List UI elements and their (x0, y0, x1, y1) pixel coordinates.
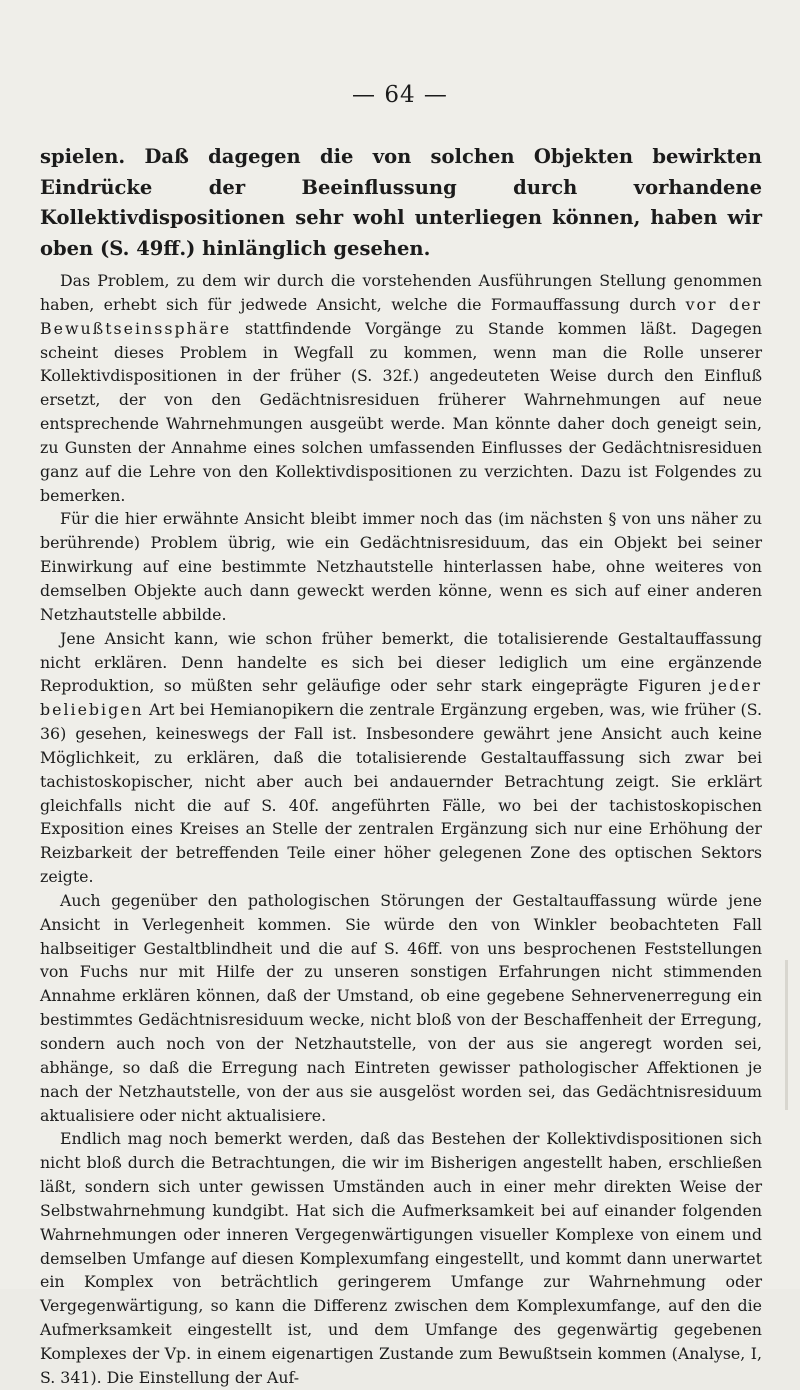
lead-paragraph: spielen. Daß dagegen die von solchen Objekten bewirkten Eindrücke der Beeinflussung durch vorhandene Kollektivdispositionen sehr wohl unterliegen können, haben wir oben (S. 49ff.) hinlänglich gesehen. (40, 145, 762, 260)
paragraph-3 (40, 627, 762, 889)
paragraph-1-part-c: stattfindende Vorgänge zu Stande kommen läßt. Dagegen scheint dieses Problem in Wegfall zu kommen, wenn man die Rolle unserer Kollektivdispositionen in der früher (S. 32f.) angedeuteten Weise durch den Einfluß ersetzt, der von den Gedächtnisresiduen früherer Wahrnehmungen auf neue entsprechende Wahrnehmungen ausgeübt werde. Man könnte daher doch geneigt sein, zu Gunsten der Annahme eines solchen umfassenden Einflusses der Gedächtnisresiduen ganz auf die Lehre von den Kollektivdispositionen zu verzichten. Dazu ist Folgendes zu bemerken. (40, 318, 762, 505)
page-number: — 64 — (352, 82, 448, 108)
paragraph-1-part-a: Das Problem, zu dem wir durch die vorstehenden Ausführungen Stellung genommen haben, erhebt sich für jedwede Ansicht, welche die Formauffassung durch (40, 271, 762, 314)
body-text (40, 269, 762, 1390)
paragraph-2: Für die hier erwähnte Ansicht bleibt immer noch das (im nächsten § von uns näher zu berührende) Problem übrig, wie ein Gedächtnisresiduum, das ein Objekt bei seiner Einwirkung auf eine bestimmte Netzhautstelle hinterlassen habe, ohne weiteres von demselben Objekte auch dann geweckt werden könne, wenn es sich auf einer anderen Netzhautstelle abbilde. (40, 509, 762, 624)
emphasis-jeder-beliebigen: jeder beliebigen (40, 676, 762, 720)
paragraph-1 (40, 269, 762, 507)
page-edge-shadow (785, 960, 788, 1110)
paragraph-3-part-a: Jene Ansicht kann, wie schon früher bemerkt, die totalisierende Gestaltauffassung nicht erklären. Denn handelte es sich bei dieser lediglich um eine ergänzende Reproduktion, so müßten sehr geläufige oder sehr stark eingeprägte Figuren (40, 628, 762, 696)
paragraph-5: Endlich mag noch bemerkt werden, daß das Bestehen der Kollektivdispositionen sich nicht bloß durch die Betrachtungen, die wir im Bisherigen angestellt haben, erschließen läßt, sondern sich unter gewissen Umständen auch in einer mehr direkten Weise der Selbstwahrnehmung kundgibt. Hat sich die Aufmerksamkeit bei auf einander folgenden Wahrnehmungen oder inneren Vergegenwärtigungen visueller Komplexe von einem und demselben Umfange auf diesen Komplexumfang eingestellt, und kommt dann unerwartet ein Komplex von beträchtlich geringerem Umfange zur Wahrnehmung oder Vergegenwärtigung, so kann die Differenz zwischen dem Komplexumfange, auf den die Aufmerksamkeit eingestellt ist, und dem Umfange des gegenwärtig gegebenen Komplexes der Vp. in einem eigenartigen Zustande zum Bewußtsein kommen (Analyse, I, S. 341). Die Einstellung der Auf- (40, 1129, 762, 1387)
emphasis-bewusstseinssphaere: vor der Bewußtseinssphäre (40, 294, 762, 338)
paragraph-3-part-c: Art bei Hemianopikern die zentrale Ergänzung ergeben, was, wie früher (S. 36) gesehen, keineswegs der Fall ist. Insbesondere gewährt jene Ansicht auch keine Möglichkeit, zu erklären, daß die totalisierende Gestaltauffassung sich zwar bei tachistoskopischer, nicht aber auch bei andauernder Betrachtung zeigt. Sie erklärt gleichfalls nicht die auf S. 40f. angeführten Fälle, wo bei der tachistoskopischen Exposition eines Kreises an Stelle der zentralen Ergänzung sich nur eine Erhöhung der Reizbarkeit der betreffenden Teile einer höher gelegenen Zone des optischen Sektors zeigte. (40, 700, 762, 887)
paragraph-4: Auch gegenüber den pathologischen Störungen der Gestaltauffassung würde jene Ansicht in Verlegenheit kommen. Sie würde den von Winkler beobachteten Fall halbseitiger Gestaltblindheit und die auf S. 46ff. von uns besprochenen Feststellungen von Fuchs nur mit Hilfe der zu unseren sonstigen Erfahrungen nicht stimmenden Annahme erklären können, daß der Umstand, ob eine gegebene Sehnervenerregung ein bestimmtes Gedächtnisresiduum wecke, nicht bloß von der Beschaffenheit der Erregung, sondern auch noch von der Netzhautstelle, von der aus sie angeregt worden sei, abhänge, so daß die Erregung nach Eintreten gewisser pathologischer Affektionen je nach der Netzhautstelle, von der aus sie ausgelöst worden sei, das Gedächtnisresiduum aktualisiere oder nicht aktualisiere. (40, 890, 762, 1125)
